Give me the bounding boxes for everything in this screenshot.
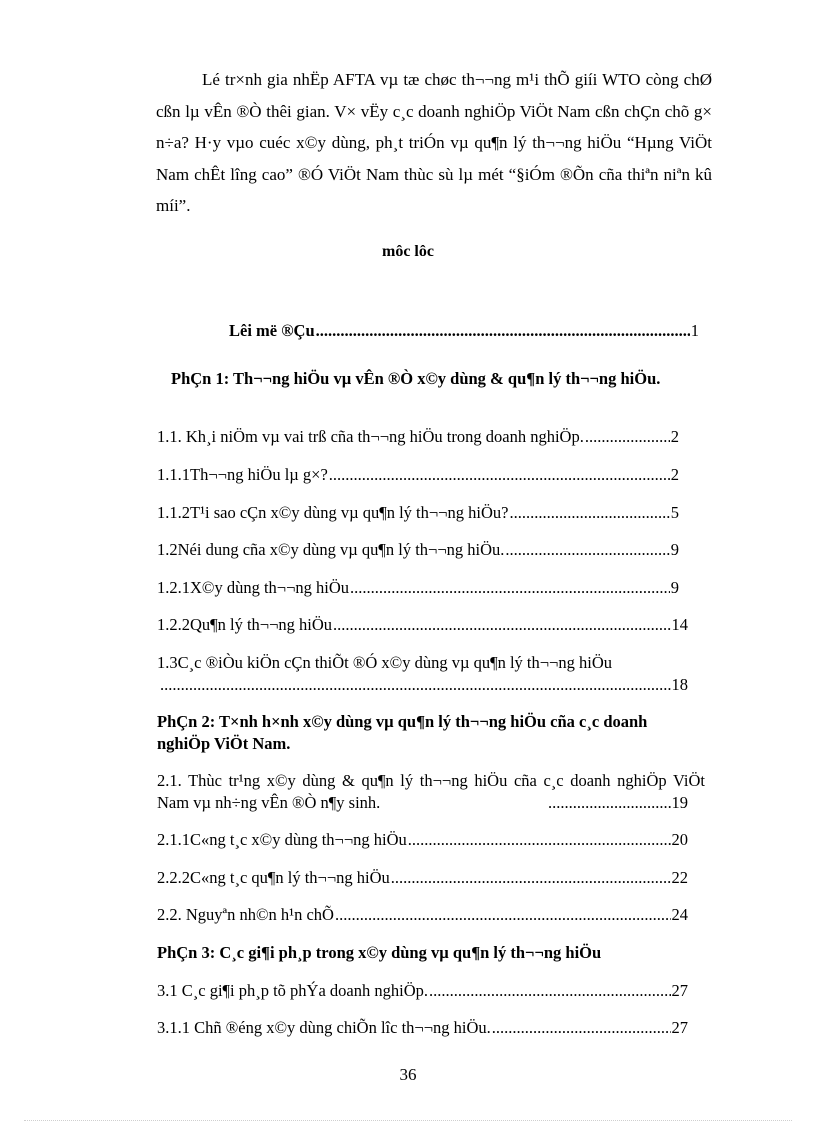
toc-entry-page: 18 <box>671 675 688 694</box>
toc-leader <box>585 426 670 448</box>
toc-entry-preface[interactable] <box>229 320 699 342</box>
toc-entry-page: 2 <box>670 427 679 446</box>
toc-leader <box>350 577 670 599</box>
toc-entry-page: 24 <box>671 905 688 924</box>
toc-entry-page: 20 <box>671 830 688 849</box>
toc-part-3-heading[interactable]: PhÇn 3: C¸c gi¶i ph¸p trong x©y dùng vµ qu¶n lý th¬¬ng hiÖu <box>157 943 602 962</box>
toc-entry-label: 1.3C¸c ®iÒu kiÖn cÇn thiÕt ®Ó x©y dùng vµ qu¶n lý th¬¬ng hiÖu <box>157 653 612 672</box>
toc-entry-label: 2.2.2C«ng t¸c qu¶n lý th¬¬ng hiÖu <box>157 868 390 887</box>
toc-entry-label: 2.1.1C«ng t¸c x©y dùng th¬¬ng hiÖu <box>157 830 407 849</box>
toc-entry-1-2-2[interactable] <box>157 614 688 636</box>
toc-leader <box>505 539 669 561</box>
toc-leader <box>548 792 672 814</box>
toc-entry-page: 22 <box>671 868 688 887</box>
toc-entry-page: 9 <box>670 578 679 597</box>
toc-entry-2-1-1[interactable] <box>157 829 688 851</box>
toc-leader <box>408 829 671 851</box>
toc-entry-2-2-2[interactable] <box>157 867 688 889</box>
toc-part-2-heading[interactable]: PhÇn 2: T×nh h×nh x©y dùng vµ qu¶n lý th¬¬ng hiÖu cña c¸c doanh nghiÖp ViÖt Nam. <box>157 712 648 753</box>
toc-entry-1-1[interactable] <box>157 426 679 448</box>
toc-entry-page: 27 <box>671 1018 688 1037</box>
toc-entry-1-2-1[interactable] <box>157 577 679 599</box>
page-bottom-divider <box>24 1120 792 1121</box>
toc-entry-3-1[interactable] <box>157 980 688 1002</box>
toc-entry-label: 3.1.1 Chñ ®éng x©y dùng chiÕn lîc th¬¬ng hiÖu. <box>157 1018 491 1037</box>
page-number: 36 <box>399 1065 417 1084</box>
toc-entry-3-1-1[interactable] <box>157 1017 688 1039</box>
toc-entry-page: 19 <box>671 793 688 812</box>
toc-leader <box>391 867 671 889</box>
toc-leader <box>333 614 670 636</box>
toc-entry-1-3[interactable] <box>157 652 702 674</box>
toc-entry-2-2[interactable] <box>157 904 688 926</box>
toc-entry-page: 1 <box>690 321 699 340</box>
toc-entry-label: 2.2. Nguyªn nh©n h¹n chÕ <box>157 905 334 924</box>
toc-entry-label: 1.2Néi dung cña x©y dùng vµ qu¶n lý th¬¬ng hiÖu. <box>157 540 505 559</box>
toc-entry-label: 3.1 C¸c gi¶i ph¸p tõ phÝa doanh nghiÖp. <box>157 981 428 1000</box>
toc-entry-page: 14 <box>671 615 688 634</box>
toc-part-1-heading[interactable]: PhÇn 1: Th¬¬ng hiÖu vµ vÊn ®Ò x©y dùng & qu¶n lý th¬¬ng hiÖu. <box>171 369 661 388</box>
toc-entry-page: 27 <box>671 981 688 1000</box>
toc-entry-label: 1.2.2Qu¶n lý th¬¬ng hiÖu <box>157 615 333 634</box>
toc-leader <box>429 980 671 1002</box>
toc-entry-page: 2 <box>670 465 679 484</box>
toc-leader <box>329 464 670 486</box>
toc-entry-page: 5 <box>670 503 679 522</box>
toc-entry-page: 9 <box>670 540 679 559</box>
toc-leader <box>335 904 671 926</box>
toc-entry-1-2[interactable] <box>157 539 679 561</box>
toc-leader <box>492 1017 671 1039</box>
toc-entry-label: 1.2.1X©y dùng th¬¬ng hiÖu <box>157 578 350 597</box>
toc-entry-1-1-1[interactable] <box>157 464 679 486</box>
toc-entry-2-1-leader-line[interactable] <box>548 792 688 814</box>
toc-title: môc lôc <box>382 243 434 260</box>
toc-leader <box>160 674 672 696</box>
toc-entry-label: Lêi më ®Çu <box>229 321 315 340</box>
toc-entry-label: 1.1. Kh¸i niÖm vµ vai trß cña th¬¬ng hiÖu trong doanh nghiÖp. <box>157 427 584 446</box>
toc-entry-1-1-2[interactable] <box>157 502 679 524</box>
toc-entry-label: 2.1. Thùc tr¹ng x©y dùng & qu¶n lý th¬¬ng hiÖu cña c¸c doanh nghiÖp ViÖt Nam vµ nh÷ng vÊn ®Ò n¶y sinh. <box>157 771 705 812</box>
toc-entry-label: 1.1.2T¹i sao cÇn x©y dùng vµ qu¶n lý th¬¬ng hiÖu? <box>157 503 509 522</box>
toc-leader <box>509 502 669 524</box>
intro-paragraph: Lé tr×nh gia nhËp AFTA vµ tæ chøc th¬¬ng m¹i thÕ giíi WTO còng chØ cßn lµ vÊn ®Ò thêi gian. V× vËy c¸c doanh nghiÖp ViÖt Nam cßn chÇn chõ g× n÷a? H·y vµo cuéc x©y dùng, ph¸t triÓn vµ qu¶n lý th¬¬ng hiÖu “Hµng ViÖt Nam chÊt lîng cao” ®Ó ViÖt Nam thùc sù lµ mét “§iÓm ®Õn cña thiªn niªn kû míi”. <box>156 70 712 215</box>
toc-leader <box>316 320 690 342</box>
toc-entry-1-3-leader-line[interactable] <box>160 674 688 696</box>
toc-entry-label: 1.1.1Th¬¬ng hiÖu lµ g×? <box>157 465 328 484</box>
